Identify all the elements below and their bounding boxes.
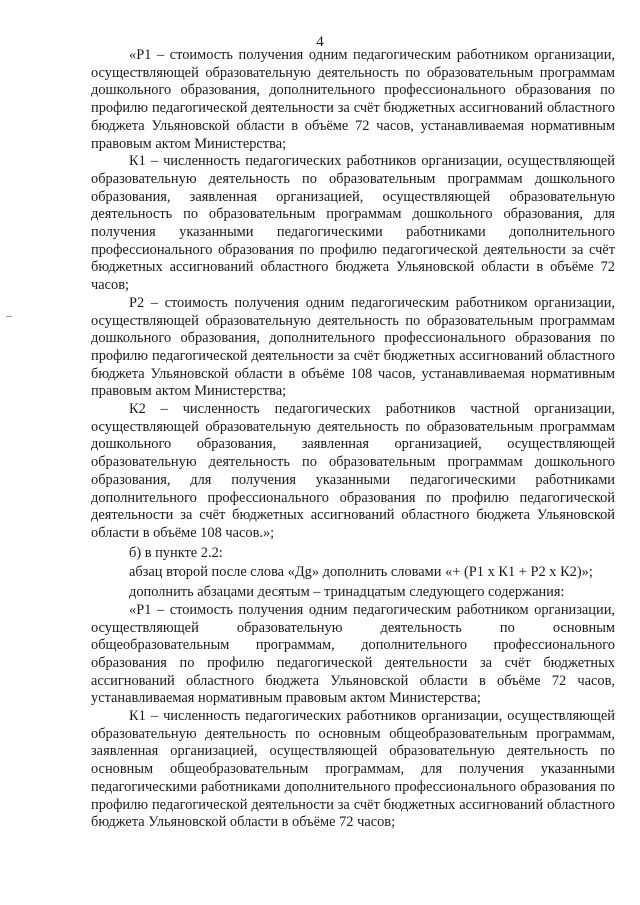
page-number: 4 xyxy=(316,34,324,50)
paragraph-amend-second-abzac: абзац второй после слова «Дg» дополнить словами «+ (Р1 х К1 + Р2 х К2)»; xyxy=(129,564,593,581)
paragraph-k2-definition: К2 – численность педагогических работников частной организации, осуществляющей образовательную деятельность по образовательным программам дошкольного образования, заявленная организацией, осуществляющей образовательную деятельность по образовательным программам дошкольного образования, для получения указанными педагогическими работниками дополнительного профессионального образования по профилю педагогической деятельности за счёт бюджетных ассигнований областного бюджета Ульяновской области в объёме 108 часов.»; xyxy=(91,401,615,541)
margin-mark xyxy=(6,316,12,317)
paragraph-p2-definition: Р2 – стоимость получения одним педагогическим работником организации, осуществляющей образовательную деятельность по образовательным программам дошкольного образования, дополнительного профессионального образования по профилю педагогической деятельности за счёт бюджетных ассигнований областного бюджета Ульяновской области в объёме 108 часов, устанавливаемая нормативным правовым актом Министерства; xyxy=(91,294,615,400)
paragraph-p1-general-education: «Р1 – стоимость получения одним педагогическим работником организации, осуществляющей образовательную деятельность по основным общеобразовательным программам, дополнительного профессионального образования по профилю педагогической деятельности за счёт бюджетных ассигнований областного бюджета Ульяновской области в объёме 72 часов, устанавливаемая нормативным правовым актом Министерства; xyxy=(91,601,615,707)
document-body xyxy=(91,47,615,832)
paragraph-k1-definition: К1 – численность педагогических работников организации, осуществляющей образовательную деятельность по образовательным программам дошкольного образования, заявленная организацией, осуществляющей образовательную деятельность по образовательным программам дошкольного образования, для получения указанными педагогическими работниками дополнительного профессионального образования по профилю педагогической деятельности за счёт бюджетных ассигнований областного бюджета Ульяновской области в объёме 72 часов; xyxy=(91,153,615,294)
paragraph-p1-definition: «Р1 – стоимость получения одним педагогическим работником организации, осуществляющей образовательную деятельность по образовательным программам дошкольного образования, дополнительного профессионального образования по профилю педагогической деятельности за счёт бюджетных ассигнований областного бюджета Ульяновской области в объёме 72 часов, устанавливаемая нормативным правовым актом Министерства; xyxy=(91,47,615,152)
paragraph-k1-general-education: К1 – численность педагогических работников организации, осуществляющей образовательную деятельность по основным общеобразовательным программам, заявленная организацией, осуществляющей образовательную деятельность по основным общеобразовательным программам, для получения указанными педагогическими работниками дополнительного профессионального образования по профилю педагогической деятельности за счёт бюджетных ассигнований областного бюджета Ульяновской области в объёме 72 часов; xyxy=(91,708,615,831)
paragraph-add-abzacs: дополнить абзацами десятым – тринадцатым следующего содержания: xyxy=(129,584,565,601)
paragraph-subitem-b: б) в пункте 2.2: xyxy=(129,544,223,561)
